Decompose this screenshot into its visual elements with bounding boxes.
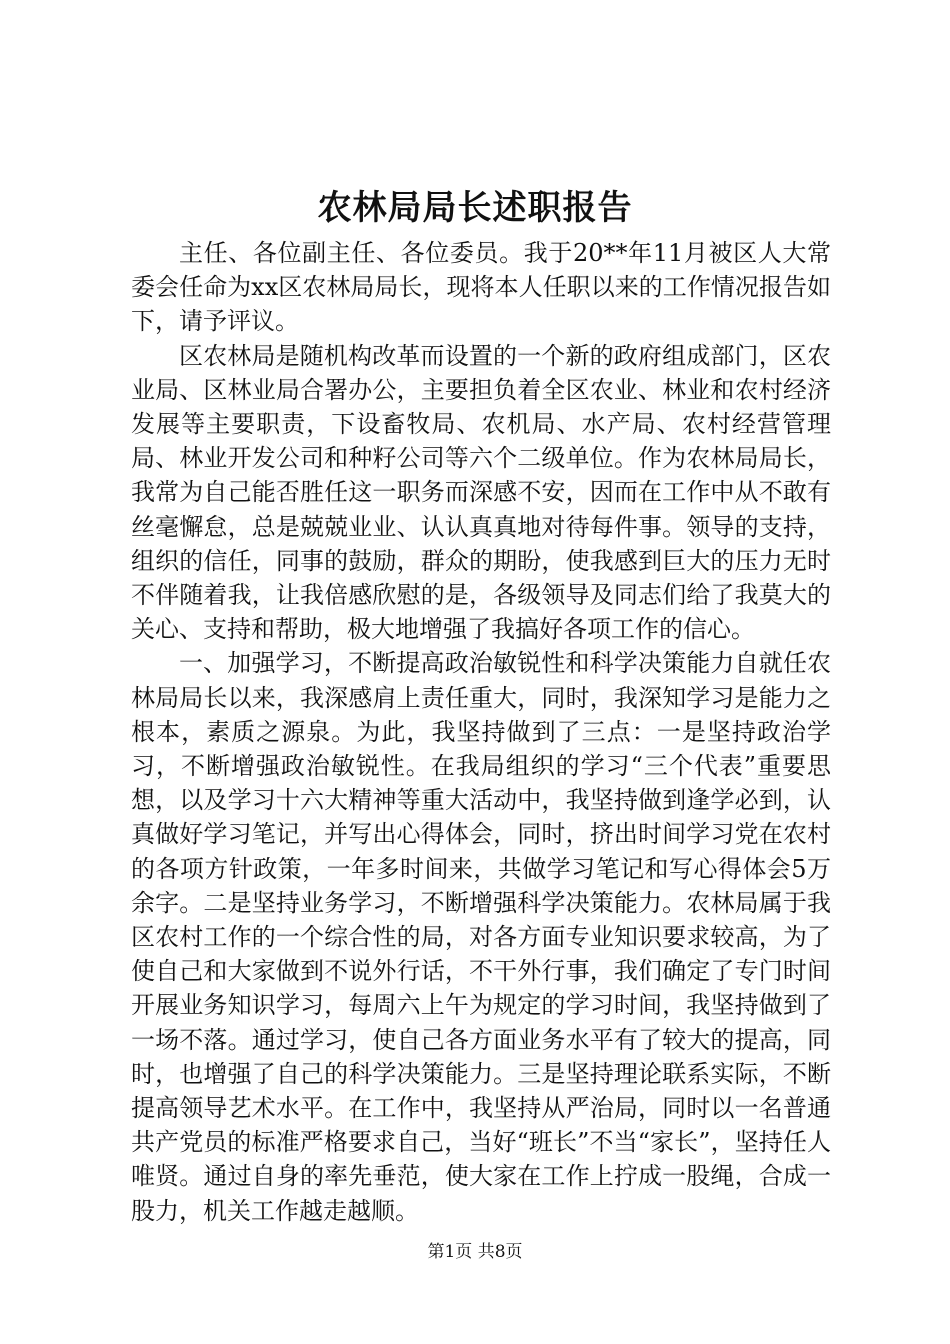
- paragraph-section-one-study: 一、加强学习，不断提高政治敏锐性和科学决策能力自就任农林局局长以来，我深感肩上责任重大，同时，我深知学习是能力之根本，素质之源泉。为此，我坚持做到了三点：一是坚持政治学习，不断增强政治敏锐性。在我局组织的学习“三个代表”重要思想，以及学习十六大精神等重大活动中，我坚持做到逢学必到，认真做好学习笔记，并写出心得体会，同时，挤出时间学习党在农村的各项方针政策，一年多时间来，共做学习笔记和写心得体会5万余字。二是坚持业务学习，不断增强科学决策能力。农林局属于我区农村工作的一个综合性的局，对各方面专业知识要求较高，为了使自己和大家做到不说外行话，不干外行事，我们确定了专门时间开展业务知识学习，每周六上午为规定的学习时间，我坚持做到了一场不落。通过学习，使自己各方面业务水平有了较大的提高，同时，也增强了自己的科学决策能力。三是坚持理论联系实际，不断提高领导艺术水平。在工作中，我坚持从严治局，同时以一名普通共产党员的标准严格要求自己，当好“班长”不当“家长”，坚持任人唯贤。通过自身的率先垂范，使大家在工作上拧成一股绳，合成一股力，机关工作越走越顺。: [131, 649, 831, 1225]
- document-body: [131, 236, 831, 1228]
- paragraph-bureau-overview: 区农林局是随机构改革而设置的一个新的政府组成部门，区农业局、区林业局合署办公，主要担负着全区农业、林业和农村经济发展等主要职责，下设畜牧局、农机局、水产局、农村经营管理局、林业开发公司和种籽公司等六个二级单位。作为农林局局长，我常为自己能否胜任这一职务而深感不安，因而在工作中从不敢有丝毫懈怠，总是兢兢业业、认认真真地对待每件事。领导的支持，组织的信任，同事的鼓励，群众的期盼，使我感到巨大的压力无时不伴随着我，让我倍感欣慰的是，各级领导及同志们给了我莫大的关心、支持和帮助，极大地增强了我搞好各项工作的信心。: [131, 341, 831, 644]
- document-title: 农林局局长述职报告: [317, 188, 633, 228]
- page-number-footer: 第1页 共8页: [427, 1242, 523, 1262]
- paragraph-intro: 主任、各位副主任、各位委员。我于20**年11月被区人大常委会任命为xx区农林局局长，现将本人任职以来的工作情况报告如下，请予评议。: [131, 239, 831, 336]
